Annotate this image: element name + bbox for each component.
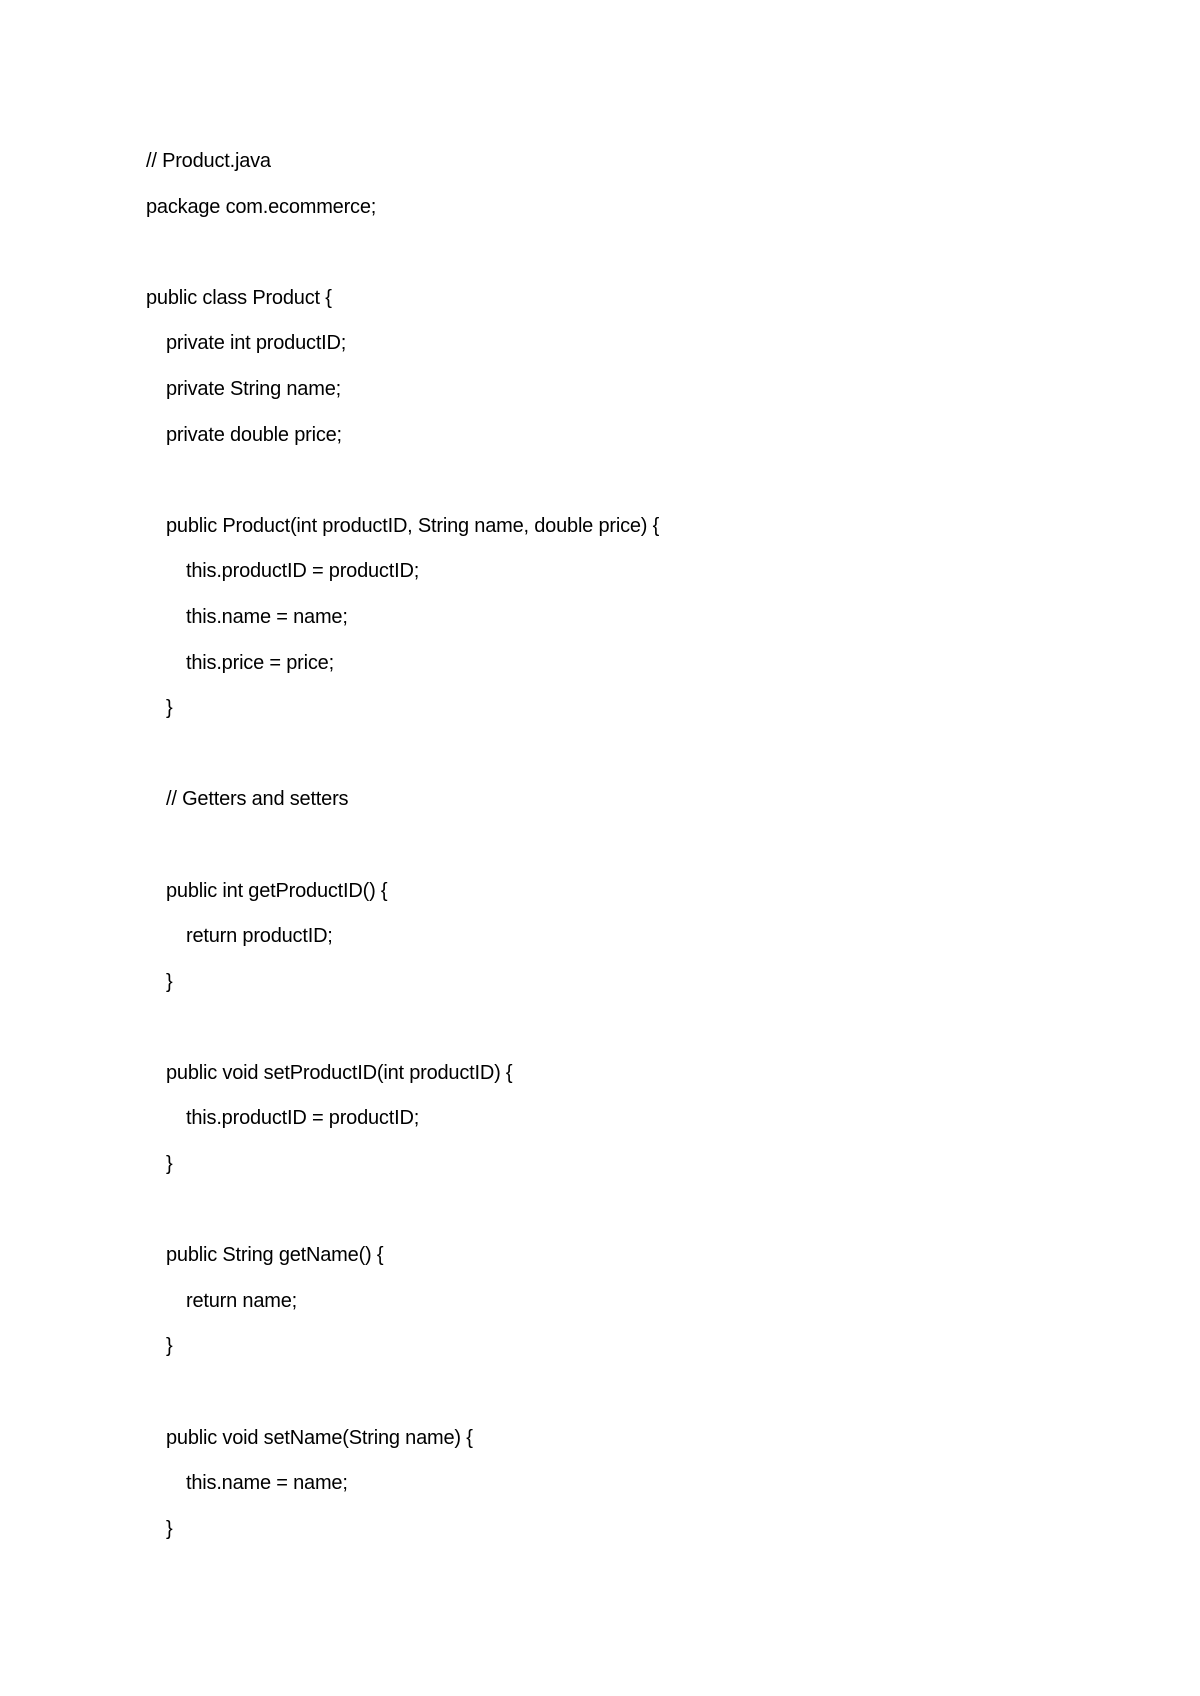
code-line: private String name; — [166, 377, 341, 400]
code-line: private double price; — [166, 423, 342, 446]
code-line: // Getters and setters — [166, 788, 349, 811]
code-line: } — [166, 1517, 173, 1540]
code-line: this.productID = productID; — [186, 1107, 420, 1130]
code-line: public String getName() { — [166, 1244, 384, 1267]
code-line: public Product(int productID, String name, double price) { — [166, 514, 660, 537]
code-line — [146, 237, 1106, 283]
code-line: } — [166, 970, 173, 993]
code-line — [146, 830, 1106, 876]
code-line: // Product.java — [146, 150, 271, 172]
code-listing — [146, 146, 1106, 1559]
code-line: private int productID; — [166, 332, 347, 355]
code-line — [146, 1012, 1106, 1058]
code-line: this.name = name; — [186, 1472, 348, 1495]
code-line: } — [166, 1153, 173, 1176]
code-line: this.productID = productID; — [186, 560, 420, 583]
code-line — [146, 465, 1106, 511]
code-line — [146, 1377, 1106, 1423]
code-line: public class Product { — [146, 286, 332, 309]
code-line: public int getProductID() { — [166, 879, 388, 902]
code-line: return name; — [186, 1289, 297, 1312]
code-line: package com.ecommerce; — [146, 195, 377, 218]
code-line: } — [166, 697, 173, 720]
code-line: this.price = price; — [186, 651, 334, 674]
code-line: return productID; — [186, 925, 333, 948]
code-line: this.name = name; — [186, 605, 348, 628]
code-line: public void setName(String name) { — [166, 1426, 473, 1449]
code-line — [146, 1195, 1106, 1241]
code-line: public void setProductID(int productID) { — [166, 1061, 513, 1084]
code-line: } — [166, 1335, 173, 1358]
code-line — [146, 739, 1106, 785]
